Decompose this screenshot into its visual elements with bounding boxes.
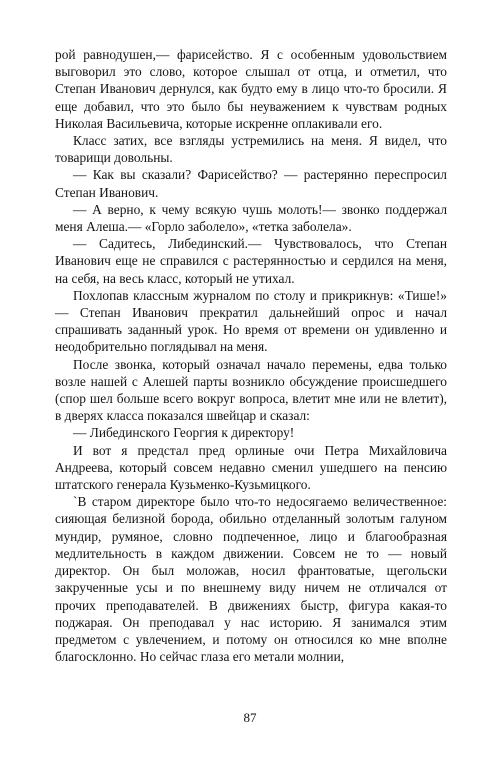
- paragraph-continued: рой равнодушен,— фарисейство. Я с особенным удовольствием выговорил это слово, которое слышал от отца, и отметил, что Степан Иванович дернулся, как будто ему в лицо что-то бросили. Я еще добавил, что это было бы неуважением к чувствам родных Николая Васильевича, которые искренне оплакивали его.: [55, 47, 447, 131]
- page-number: 87: [243, 710, 257, 725]
- paragraph: Класс затих, все взгляды устремились на меня. Я видел, что товарищи довольны.: [55, 133, 447, 166]
- paragraph: И вот я предстал пред орлиные очи Петра Михайловича Андреева, который совсем недавно сменил ушедшего на пенсию штатского генерала Кузьменко-Кузьмицкого.: [55, 442, 447, 493]
- paragraph: Похлопав классным журналом по столу и прикрикнув: «Тише!» — Степан Иванович прекратил дальнейший опрос и начал спрашивать заданный урок. Но время от времени он удивленно и неодобрительно поглядывал на меня.: [55, 287, 447, 355]
- dialogue-line: — Садитесь, Либединский.— Чувствовалось, что Степан Иванович еще не справился с растерянностью и сердился на меня, на себя, на весь класс, который не утихал.: [55, 236, 447, 286]
- dialogue-line: — Либединского Георгия к директору!: [73, 425, 295, 441]
- page-body: [55, 46, 447, 665]
- paragraph: После звонка, который означал начало перемены, едва только возле нашей с Алешей парты возникло обсуждение происшедшего (спор шел больше всего вокруг вопроса, влетит мне или не влетит), в дверях класса показался швейцар и сказал:: [55, 356, 447, 424]
- dialogue-line: — Как вы сказали? Фарисейство? — растерянно переспросил Степан Иванович.: [55, 167, 447, 200]
- dialogue-line: — А верно, к чему всякую чушь молоть!— звонко поддержал меня Алеша.— «Горло заболело», «тетка заболела».: [55, 201, 447, 235]
- paragraph: `В старом директоре было что-то недосягаемо величественное: сияющая белизной борода, обильно отделанный золотым галуном мундир, румяное, словно подпеченное, лицо и благообразная медлительность в каждом движении. Совсем не то — новый директор. Он был моложав, носил франтоватые, щегольски закрученные усы и по внешнему виду ничем не отличался от прочих преподавателей. В движениях быстр, фигура какая-то поджарая. Он преподавал у нас историю. Я занимался этим предметом с увлечением, и потому он относился ко мне вполне благосклонно. Но сейчас глаза его метали молнии,: [55, 494, 447, 665]
